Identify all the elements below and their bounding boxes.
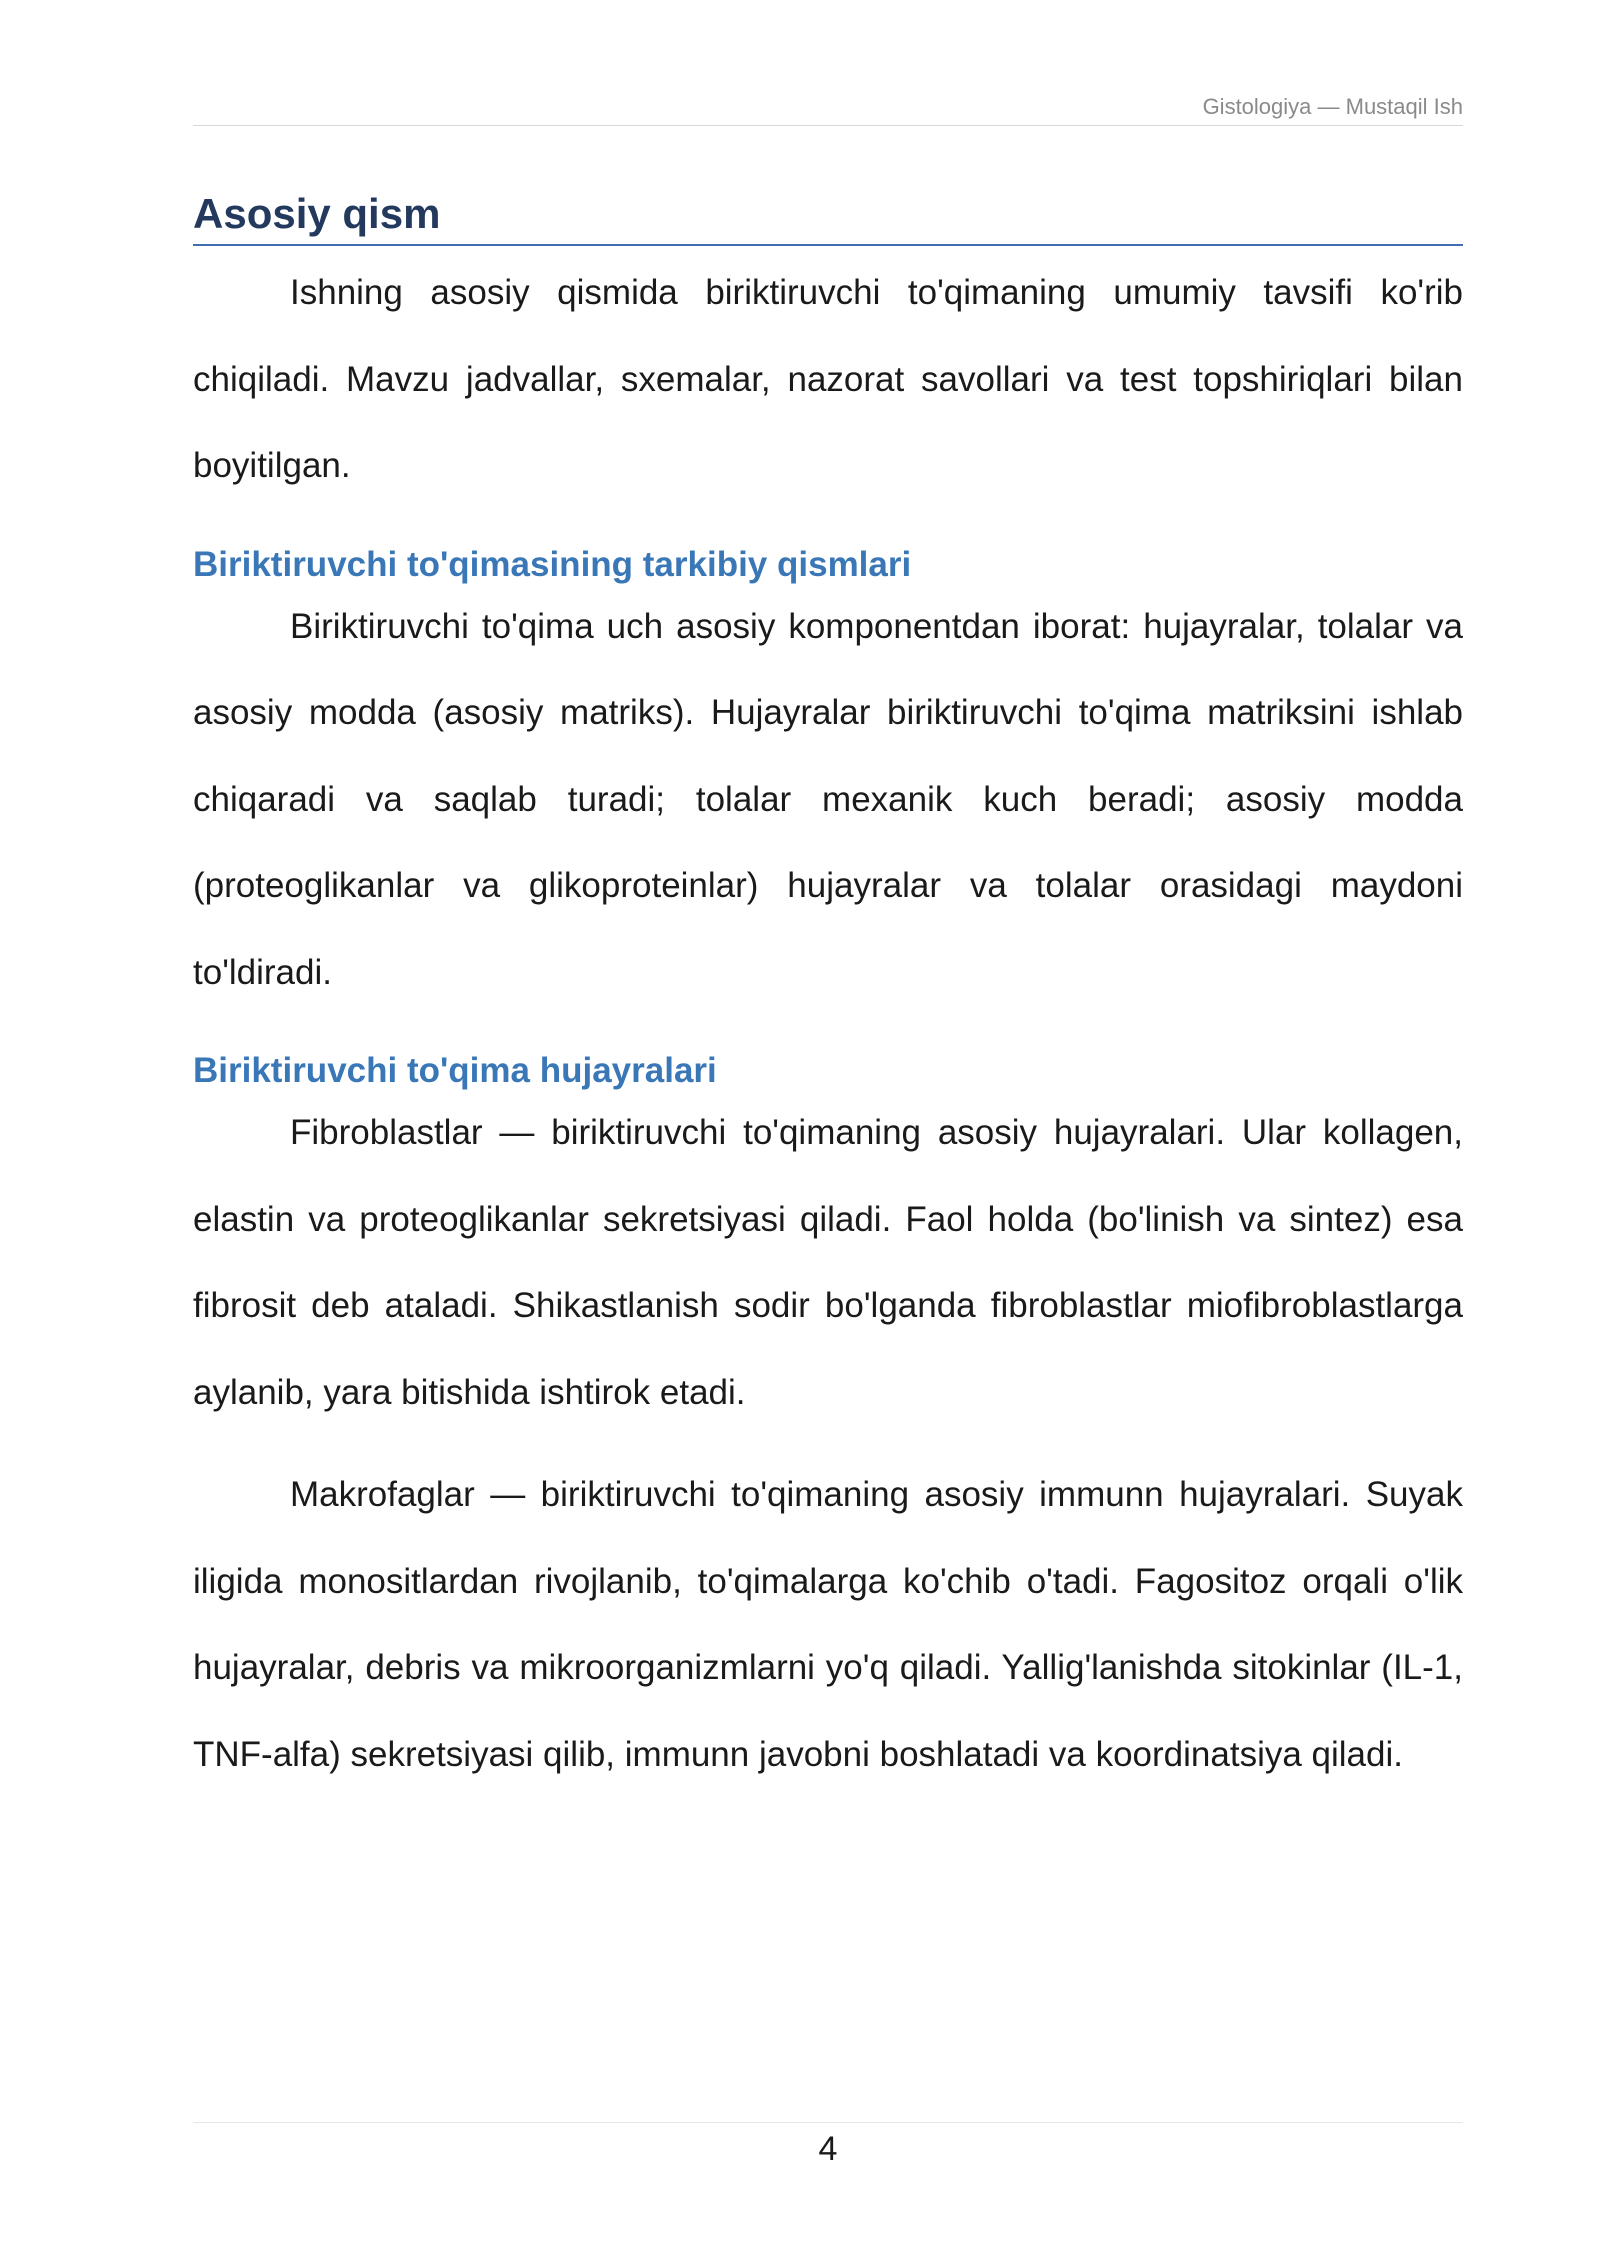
section-title: Asosiy qism (193, 188, 1463, 246)
header-rule (193, 125, 1463, 126)
components-paragraph: Biriktiruvchi to'qima uch asosiy komponentdan iborat: hujayralar, tolalar va asosiy modda (asosiy matriks). Hujayralar biriktiruvchi to'qima matriksini ishlab chiqaradi va saqlab turadi; tolalar mexanik kuch beradi; asosiy modda (proteoglikanlar va glikoproteinlar) hujayralar va tolalar orasidagi maydoni to'ldiradi. (193, 606, 1463, 992)
subsection-title-cells: Biriktiruvchi to'qima hujayralari (193, 1051, 717, 1090)
subsection-title-components: Biriktiruvchi to'qimasining tarkibiy qismlari (193, 544, 912, 584)
footer-rule (193, 2122, 1463, 2123)
page-number: 4 (818, 2130, 838, 2168)
intro-paragraph: Ishning asosiy qismida biriktiruvchi to'qimaning umumiy tavsifi ko'rib chiqiladi. Mavzu jadvallar, sxemalar, nazorat savollari va test topshiriqlari bilan boyitilgan. (193, 273, 1463, 485)
fibroblasts-paragraph: Fibroblastlar — biriktiruvchi to'qimaning asosiy hujayralari. Ular kollagen, elastin va proteoglikanlar sekretsiyasi qiladi. Faol holda (bo'linish va sintez) esa fibrosit deb ataladi. Shikastlanish sodir bo'lganda fibroblastlar miofibroblastlarga aylanib, yara bitishida ishtirok etadi. (193, 1113, 1463, 1412)
macrophages-paragraph: Makrofaglar — biriktiruvchi to'qimaning asosiy immunn hujayralari. Suyak iligida monositlardan rivojlanib, to'qimalarga ko'chib o'tadi. Fagositoz orqali o'lik hujayralar, debris va mikroorganizmlarni yo'q qiladi. Yallig'lanishda sitokinlar (IL-1, TNF-alfa) sekretsiyasi qilib, immunn javobni boshlatadi va koordinatsiya qiladi. (193, 1475, 1463, 1774)
page-content (193, 188, 1463, 1798)
running-header: Gistologiya — Mustaqil Ish (1202, 94, 1463, 119)
